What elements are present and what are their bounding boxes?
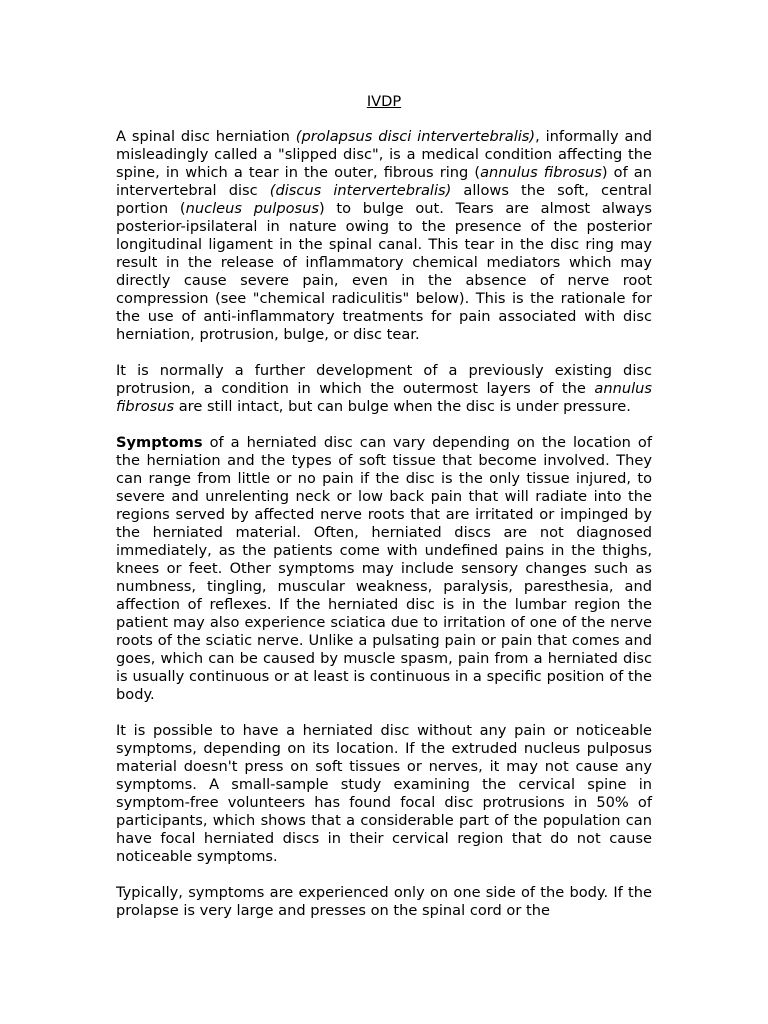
bold-heading-word: Symptoms: [116, 434, 203, 451]
italic-term: annulus fibrosus: [116, 380, 652, 415]
paragraph-one-side: Typically, symptoms are experienced only on one side of the body. If the prolapse is very large and presses on the spinal cord or the: [116, 884, 652, 919]
text-run: are still intact, but can bulge when the disc is under pressure.: [174, 398, 631, 415]
paragraph-asymptomatic: It is possible to have a herniated disc without any pain or noticeable symptoms, depending on its location. If the extruded nucleus pulposus material doesn't press on soft tissues or nerves, it may not cause any symptoms. A small-sample study examining the cervical spine in symptom-free volunteers has found focal disc protrusions in 50% of participants, which shows that a considerable part of the population can have focal herniated discs in their cervical region that do not cause noticeable symptoms.: [116, 722, 652, 865]
document-body: [116, 93, 652, 938]
text-run: of a herniated disc can vary depending on the location of the herniation and the types of soft tissue that become involved. They can range from little or no pain if the disc is the only tissue injured, to severe and unrelenting neck or low back pain that will radiate into the regions served by affected nerve roots that are irritated or impinged by the herniated material. Often, herniated discs are not diagnosed immediately, as the patients come with undefined pains in the thighs, knees or feet. Other symptoms may include sensory changes such as numbness, tingling, muscular weakness, paralysis, paresthesia, and affection of reflexes. If the herniated disc is in the lumbar region the patient may also experience sciatica due to irritation of one of the nerve roots of the sciatic nerve. Unlike a pulsating pain or pain that comes and goes, which can be caused by muscle spasm, pain from a herniated disc is usually continuous or at least is continuous in a specific position of the body.: [116, 434, 652, 703]
text-run: ) to bulge out. Tears are almost always posterior-ipsilateral in nature owing to the presence of the posterior longitudinal ligament in the spinal canal. This tear in the disc ring may result in the release of inflammatory chemical mediators which may directly cause severe pain, even in the absence of nerve root compression (see "chemical radiculitis" below). This is the rationale for the use of anti-inflammatory treatments for pain associated with disc herniation, protrusion, bulge, or disc tear.: [116, 200, 653, 343]
paragraph-development: [116, 362, 652, 416]
paragraph-symptoms: [116, 434, 652, 704]
italic-term: (prolapsus disci intervertebralis): [295, 128, 536, 145]
paragraph-definition: [116, 128, 652, 344]
text-run: , informally and misleadingly called a "slipped disc", is a medical condition affecting the spine, in which a tear in the outer, fibrous ring (: [116, 128, 652, 181]
text-run: A spinal disc herniation: [116, 128, 296, 145]
text-run: It is normally a further development of a previously existing disc protrusion, a condition in which the outermost layers of the: [116, 362, 652, 397]
document-title: IVDP: [366, 93, 402, 110]
italic-term: annulus fibrosus: [480, 164, 602, 181]
italic-term: nucleus pulposus: [185, 200, 319, 217]
italic-term: (discus intervertebralis): [269, 182, 452, 199]
text-run: allows the soft, central portion (: [116, 182, 652, 217]
text-run: ) of an intervertebral disc: [116, 164, 652, 199]
